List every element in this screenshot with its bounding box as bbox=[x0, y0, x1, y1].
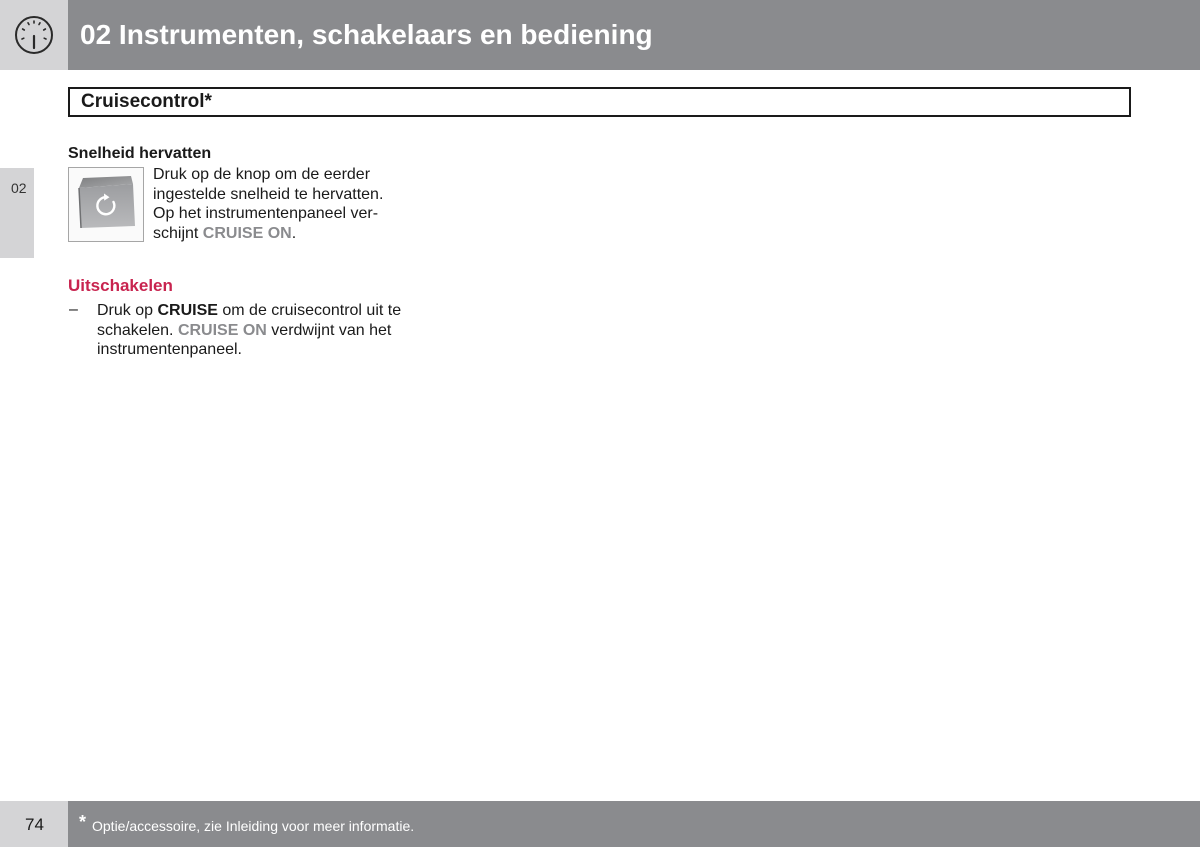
speedometer-icon bbox=[13, 14, 55, 56]
chapter-tab-label: 02 bbox=[11, 180, 27, 196]
resume-heading: Snelheid hervatten bbox=[68, 145, 212, 162]
section-title-box bbox=[68, 87, 1131, 117]
resume-line-4-suffix: . bbox=[291, 225, 297, 243]
chapter-title: 02 Instrumenten, schakelaars en bediening bbox=[80, 19, 653, 50]
resume-button-image bbox=[68, 167, 144, 242]
resume-line-4-prefix: schijnt bbox=[153, 225, 203, 243]
cruise-button-name: CRUISE bbox=[157, 302, 218, 319]
resume-line-3: Op het instrumentenpaneel ver- bbox=[153, 205, 379, 223]
cruise-on-indicator-text-2: CRUISE ON bbox=[177, 321, 267, 339]
disable-instruction bbox=[97, 301, 417, 360]
disable-part-3: schakelen. bbox=[97, 321, 178, 339]
chapter-side-tab bbox=[0, 168, 34, 258]
cruise-on-indicator-text: CRUISE ON bbox=[202, 225, 292, 243]
disable-part-2: om de cruisecontrol uit te bbox=[217, 302, 402, 319]
header-bar bbox=[68, 0, 1200, 70]
resume-line-1: Druk op de knop om de eerder bbox=[153, 166, 371, 183]
resume-description bbox=[153, 165, 403, 244]
disable-heading: Uitschakelen bbox=[68, 276, 173, 295]
footnote-star: * bbox=[79, 812, 87, 832]
footer-page-box bbox=[0, 801, 68, 847]
page-number: 74 bbox=[25, 815, 44, 834]
resume-button-icon bbox=[69, 168, 143, 241]
list-bullet: – bbox=[69, 301, 78, 318]
section-title: Cruisecontrol* bbox=[81, 91, 212, 112]
disable-part-5: instrumentenpaneel. bbox=[97, 341, 242, 359]
footer-bar bbox=[68, 801, 1200, 847]
disable-part-1: Druk op bbox=[97, 302, 158, 319]
resume-line-2: ingestelde snelheid te hervatten. bbox=[153, 185, 384, 203]
header-icon-box bbox=[0, 0, 68, 70]
footnote-text: Optie/accessoire, zie Inleiding voor meer informatie. bbox=[92, 818, 415, 834]
disable-part-4: verdwijnt van het bbox=[266, 321, 392, 339]
